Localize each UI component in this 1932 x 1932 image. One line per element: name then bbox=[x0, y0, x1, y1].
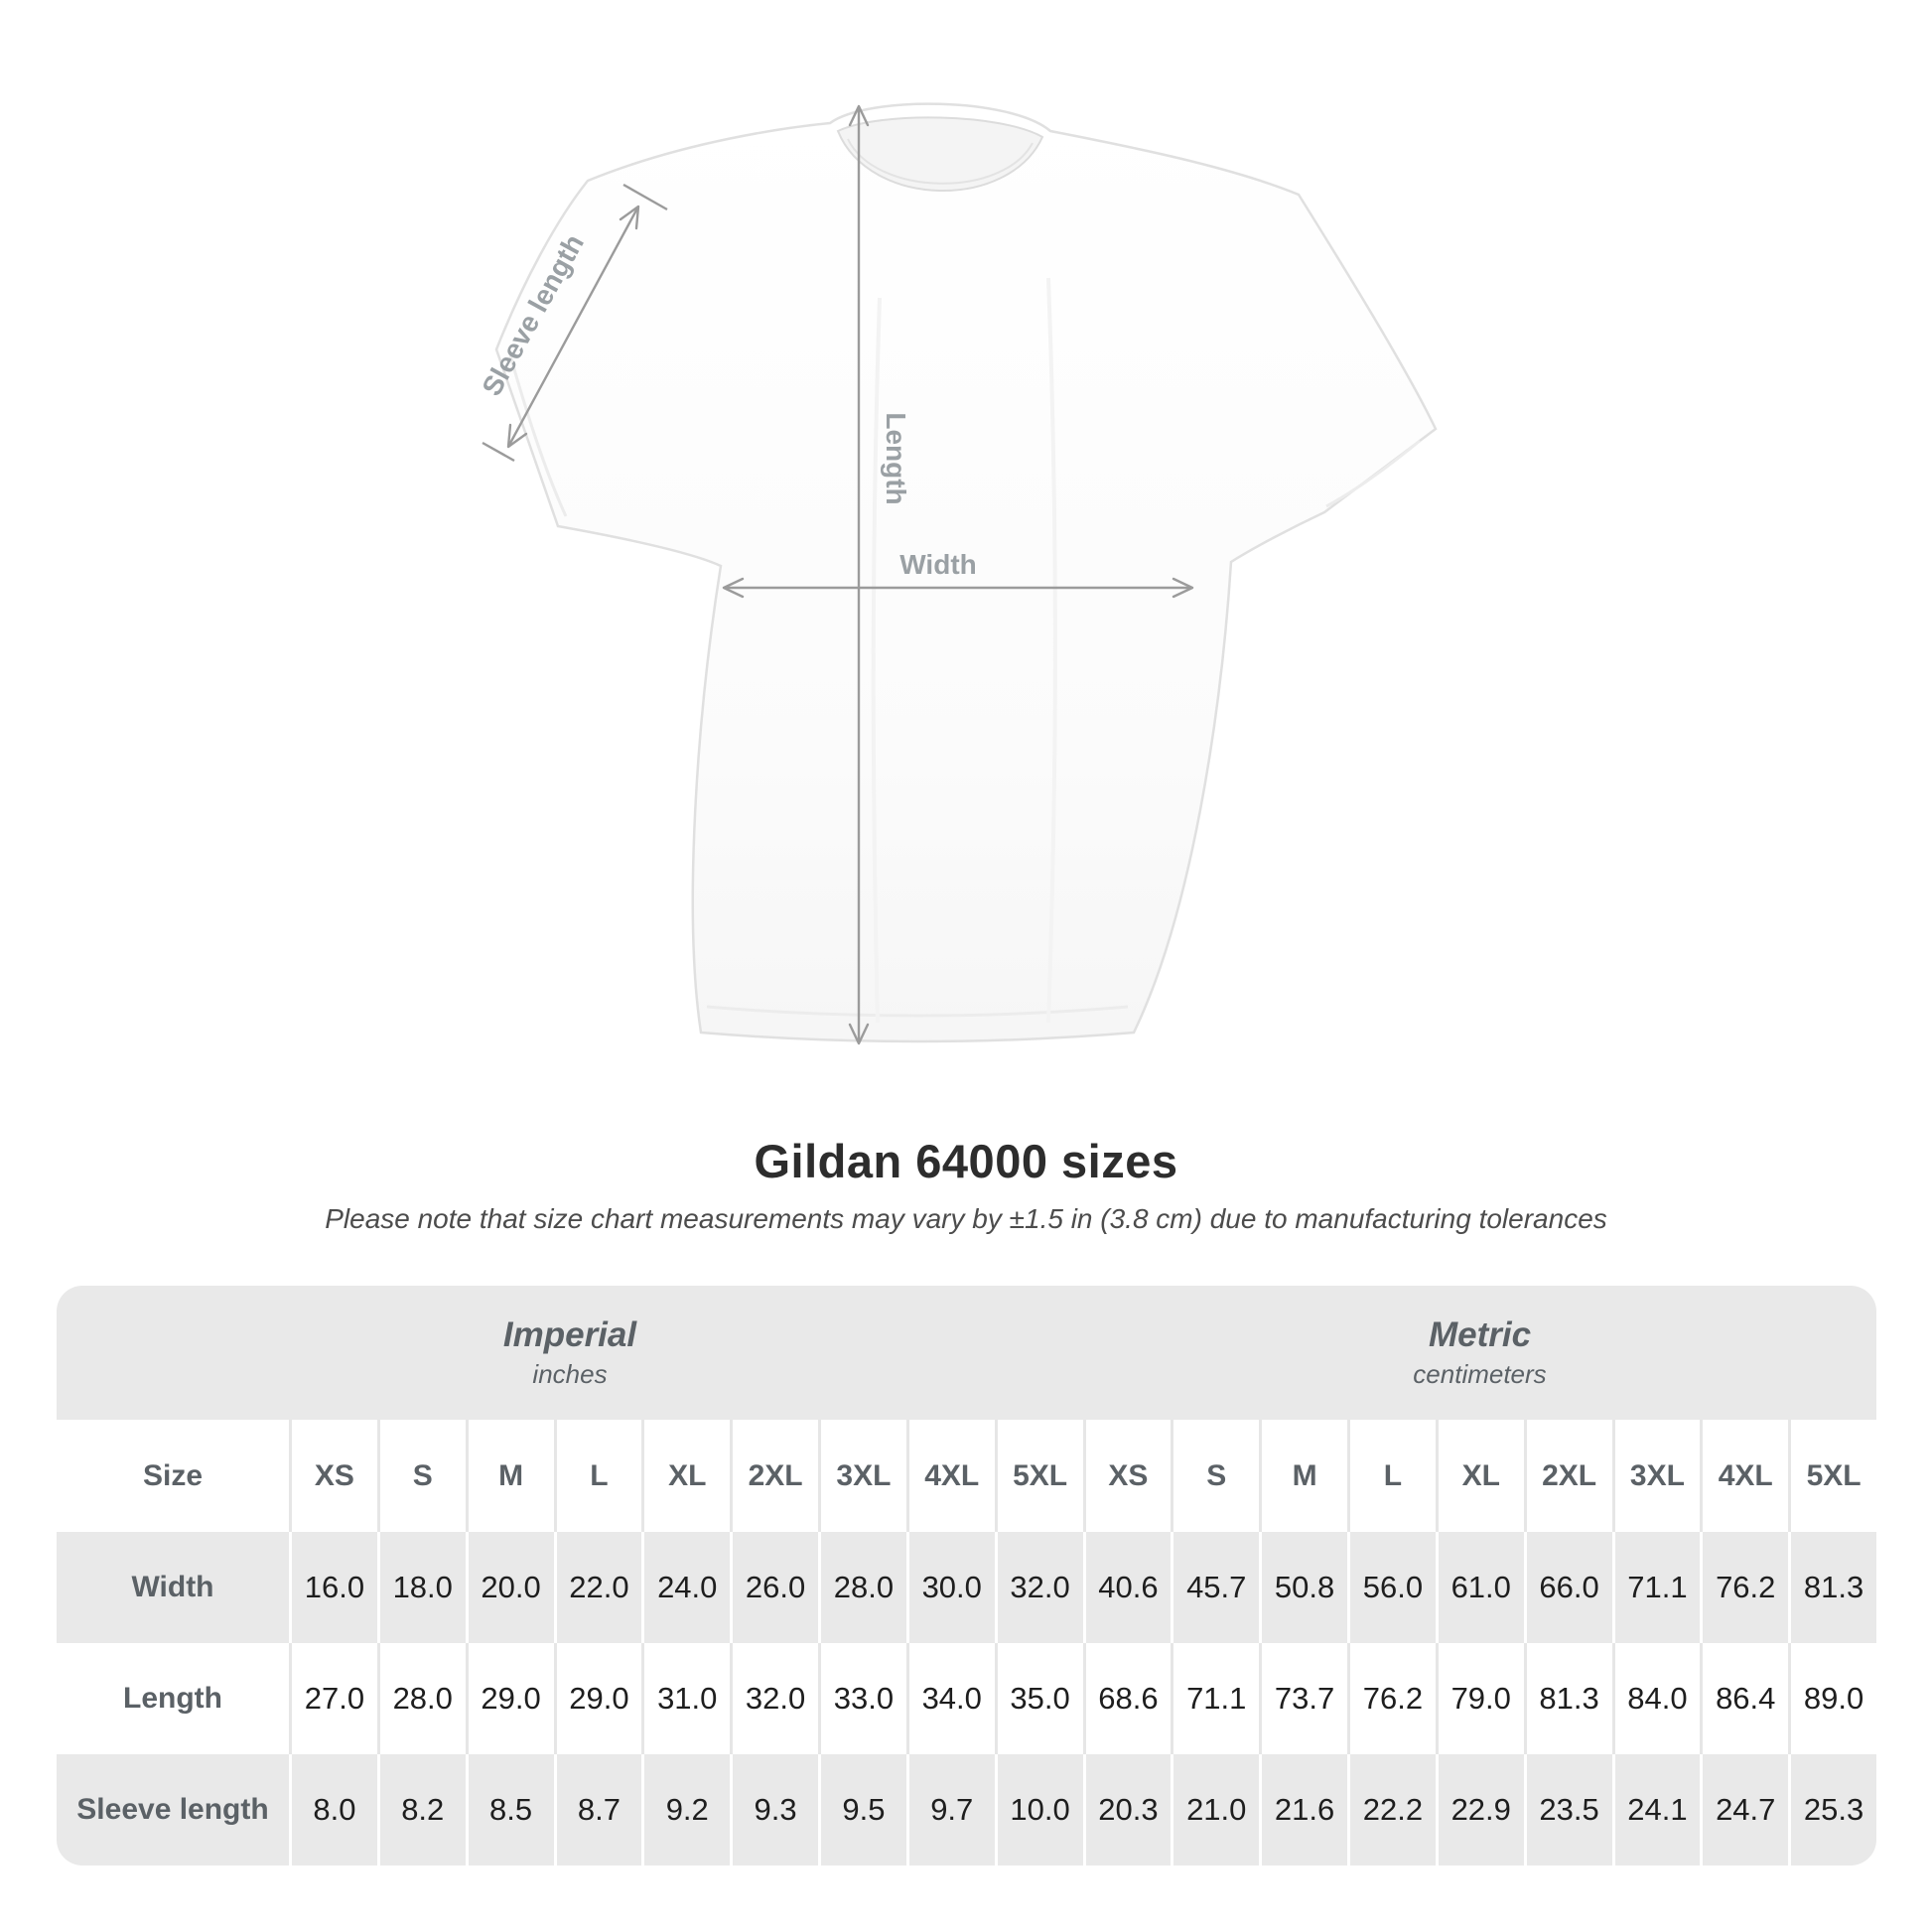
metric-value-cell: 71.1 bbox=[1171, 1643, 1259, 1754]
metric-value-cell: 73.7 bbox=[1259, 1643, 1347, 1754]
metric-value-cell: 22.2 bbox=[1347, 1754, 1436, 1865]
imperial-value-cell: 28.0 bbox=[377, 1643, 466, 1754]
size-col-header: 3XL bbox=[1612, 1420, 1701, 1532]
measurement-row-label: Width bbox=[131, 1571, 214, 1603]
metric-value-cell: 22.9 bbox=[1436, 1754, 1524, 1865]
size-col-header: 2XL bbox=[1524, 1420, 1612, 1532]
imperial-value-cell: 8.5 bbox=[466, 1754, 554, 1865]
metric-value-cell: 20.3 bbox=[1083, 1754, 1172, 1865]
imperial-title: Imperial bbox=[502, 1315, 637, 1354]
imperial-value-cell: 35.0 bbox=[995, 1643, 1083, 1754]
size-col-header: XL bbox=[641, 1420, 730, 1532]
imperial-value-cell: 31.0 bbox=[641, 1643, 730, 1754]
metric-title: Metric bbox=[1428, 1315, 1532, 1354]
imperial-value-cell: 16.0 bbox=[289, 1532, 377, 1643]
size-col-header: XL bbox=[1436, 1420, 1524, 1532]
imperial-value-cell: 33.0 bbox=[818, 1643, 906, 1754]
metric-value-cell: 50.8 bbox=[1259, 1532, 1347, 1643]
imperial-value-cell: 20.0 bbox=[466, 1532, 554, 1643]
metric-value-cell: 56.0 bbox=[1347, 1532, 1436, 1643]
size-col-header: 5XL bbox=[1788, 1420, 1876, 1532]
imperial-unit: inches bbox=[532, 1359, 608, 1389]
imperial-value-cell: 34.0 bbox=[906, 1643, 995, 1754]
metric-value-cell: 79.0 bbox=[1436, 1643, 1524, 1754]
imperial-value-cell: 26.0 bbox=[730, 1532, 818, 1643]
imperial-value-cell: 22.0 bbox=[554, 1532, 642, 1643]
width-row bbox=[57, 1532, 1876, 1643]
imperial-value-cell: 9.5 bbox=[818, 1754, 906, 1865]
tolerance-note: Please note that size chart measurements may vary by ±1.5 in (3.8 cm) due to manufacturing tolerances bbox=[325, 1203, 1607, 1234]
measurement-row-label: Sleeve length bbox=[76, 1793, 269, 1826]
size-col-header: M bbox=[466, 1420, 554, 1532]
metric-value-cell: 25.3 bbox=[1788, 1754, 1876, 1865]
page-title: Gildan 64000 sizes bbox=[754, 1135, 1178, 1187]
size-col-header: 2XL bbox=[730, 1420, 818, 1532]
metric-value-cell: 24.7 bbox=[1700, 1754, 1788, 1865]
metric-value-cell: 45.7 bbox=[1171, 1532, 1259, 1643]
size-header-row bbox=[57, 1420, 1876, 1532]
size-col-header: XS bbox=[289, 1420, 377, 1532]
metric-value-cell: 84.0 bbox=[1612, 1643, 1701, 1754]
metric-value-cell: 21.0 bbox=[1171, 1754, 1259, 1865]
width-label: Width bbox=[899, 549, 977, 580]
length-label: Length bbox=[881, 412, 911, 505]
imperial-header bbox=[57, 1286, 1083, 1420]
metric-unit: centimeters bbox=[1413, 1359, 1547, 1389]
metric-value-cell: 76.2 bbox=[1347, 1643, 1436, 1754]
measurement-row-label: Length bbox=[123, 1682, 222, 1715]
metric-value-cell: 81.3 bbox=[1524, 1643, 1612, 1754]
imperial-value-cell: 32.0 bbox=[995, 1532, 1083, 1643]
imperial-value-cell: 8.7 bbox=[554, 1754, 642, 1865]
size-col-header: M bbox=[1259, 1420, 1347, 1532]
imperial-value-cell: 10.0 bbox=[995, 1754, 1083, 1865]
length-row bbox=[57, 1643, 1876, 1754]
metric-value-cell: 66.0 bbox=[1524, 1532, 1612, 1643]
size-col-header: 5XL bbox=[995, 1420, 1083, 1532]
size-col-header: 4XL bbox=[906, 1420, 995, 1532]
size-col-header: L bbox=[554, 1420, 642, 1532]
metric-value-cell: 21.6 bbox=[1259, 1754, 1347, 1865]
size-col-header: 4XL bbox=[1700, 1420, 1788, 1532]
unit-header-band bbox=[57, 1286, 1876, 1420]
size-col-header: S bbox=[377, 1420, 466, 1532]
imperial-value-cell: 18.0 bbox=[377, 1532, 466, 1643]
metric-value-cell: 24.1 bbox=[1612, 1754, 1701, 1865]
metric-value-cell: 81.3 bbox=[1788, 1532, 1876, 1643]
imperial-value-cell: 29.0 bbox=[466, 1643, 554, 1754]
imperial-value-cell: 27.0 bbox=[289, 1643, 377, 1754]
imperial-value-cell: 24.0 bbox=[641, 1532, 730, 1643]
sleeve-length-row bbox=[57, 1754, 1876, 1865]
imperial-value-cell: 29.0 bbox=[554, 1643, 642, 1754]
metric-value-cell: 40.6 bbox=[1083, 1532, 1172, 1643]
size-table bbox=[57, 1286, 1876, 1865]
metric-value-cell: 61.0 bbox=[1436, 1532, 1524, 1643]
imperial-value-cell: 9.3 bbox=[730, 1754, 818, 1865]
imperial-value-cell: 28.0 bbox=[818, 1532, 906, 1643]
metric-value-cell: 89.0 bbox=[1788, 1643, 1876, 1754]
table-rows bbox=[57, 1420, 1876, 1865]
imperial-value-cell: 9.2 bbox=[641, 1754, 730, 1865]
imperial-value-cell: 9.7 bbox=[906, 1754, 995, 1865]
imperial-value-cell: 8.0 bbox=[289, 1754, 377, 1865]
metric-value-cell: 71.1 bbox=[1612, 1532, 1701, 1643]
size-row-header: Size bbox=[142, 1458, 204, 1492]
imperial-value-cell: 8.2 bbox=[377, 1754, 466, 1865]
sleeve-length-label: Sleeve length bbox=[476, 228, 591, 401]
size-col-header: L bbox=[1347, 1420, 1436, 1532]
imperial-value-cell: 30.0 bbox=[906, 1532, 995, 1643]
size-col-header: 3XL bbox=[818, 1420, 906, 1532]
size-col-header: XS bbox=[1083, 1420, 1172, 1532]
metric-value-cell: 68.6 bbox=[1083, 1643, 1172, 1754]
metric-value-cell: 86.4 bbox=[1700, 1643, 1788, 1754]
metric-value-cell: 23.5 bbox=[1524, 1754, 1612, 1865]
metric-header bbox=[1083, 1286, 1876, 1420]
metric-value-cell: 76.2 bbox=[1700, 1532, 1788, 1643]
imperial-value-cell: 32.0 bbox=[730, 1643, 818, 1754]
size-col-header: S bbox=[1171, 1420, 1259, 1532]
